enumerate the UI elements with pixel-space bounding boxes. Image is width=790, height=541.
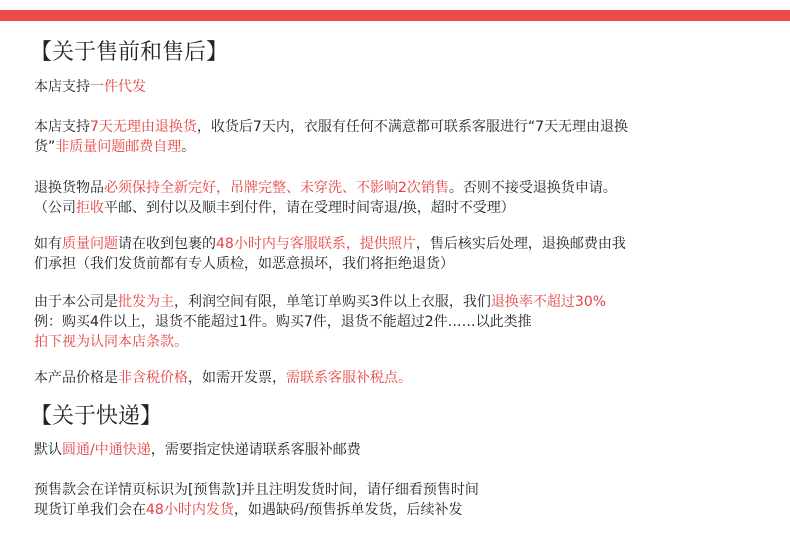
text-segment: 如有 bbox=[34, 236, 62, 252]
after-sales-heading: 【关于售前和售后】 bbox=[30, 40, 229, 65]
text-segment: 请在收到包裹的 bbox=[118, 236, 216, 252]
text-segment: 。否则不接受退换货申请。 bbox=[448, 180, 617, 196]
text-segment: （公司 bbox=[34, 200, 76, 216]
highlighted-text: 必须保持全新完好，吊牌完整、未穿洗、不影响2次销售 bbox=[104, 180, 449, 196]
shipping-line bbox=[34, 440, 361, 460]
shipping-heading: 【关于快递】 bbox=[30, 404, 163, 429]
text-segment: 现货订单我们会在 bbox=[34, 502, 146, 518]
after-sales-line bbox=[34, 332, 188, 352]
after-sales-line bbox=[34, 234, 626, 254]
text-segment: 平邮、到付以及顺丰到付件，请在受理时间寄退/换，超时不受理） bbox=[104, 200, 515, 216]
text-segment: 货” bbox=[34, 139, 56, 155]
text-segment: 预售款会在详情页标识为[预售款]并且注明发货时间，请仔细看预售时间 bbox=[34, 482, 479, 498]
after-sales-line bbox=[34, 178, 617, 198]
text-segment: 默认 bbox=[34, 442, 62, 458]
highlighted-text: 7天无理由退换货 bbox=[90, 119, 197, 135]
highlighted-text: 非质量问题邮费自理 bbox=[55, 139, 182, 155]
text-segment: 由于本公司是 bbox=[34, 294, 118, 310]
text-segment: 本店支持 bbox=[34, 79, 90, 95]
after-sales-line bbox=[34, 117, 628, 137]
highlighted-text: 48小时内与客服联系，提供照片 bbox=[216, 236, 416, 252]
highlighted-text: 非含税价格 bbox=[118, 370, 188, 386]
text-segment: ，如遇缺码/预售拆单发货，后续补发 bbox=[233, 502, 463, 518]
highlighted-text: 质量问题 bbox=[62, 236, 118, 252]
after-sales-line bbox=[34, 292, 606, 312]
highlighted-text: 需联系客服补税点。 bbox=[286, 370, 412, 386]
text-segment: 们承担（我们发货前都有专人质检，如恶意损坏，我们将拒绝退货） bbox=[34, 256, 454, 272]
text-segment: 本店支持 bbox=[34, 119, 90, 135]
text-segment: ，如需开发票， bbox=[188, 370, 286, 386]
after-sales-line bbox=[34, 368, 412, 388]
text-segment: 。 bbox=[181, 139, 196, 155]
text-segment: ，收货后7天内，衣服有任何不满意都可联系客服进行“7天无理由退换 bbox=[196, 119, 628, 135]
text-segment: ，利润空间有限，单笔订单购买3件以上衣服，我们 bbox=[174, 294, 491, 310]
highlighted-text: 48小时内发货 bbox=[146, 502, 234, 518]
shipping-line bbox=[34, 480, 479, 500]
after-sales-line bbox=[34, 254, 454, 274]
highlighted-text: 退换率不超过30% bbox=[490, 294, 607, 310]
after-sales-line bbox=[34, 312, 532, 332]
after-sales-line bbox=[34, 198, 515, 218]
highlighted-text: 一件代发 bbox=[90, 79, 146, 95]
highlighted-text: 拍下视为认同本店条款。 bbox=[34, 334, 188, 350]
top-accent-bar bbox=[0, 10, 790, 21]
highlighted-text: 批发为主 bbox=[118, 294, 174, 310]
text-segment: 例：购买4件以上，退货不能超过1件。购买7件，退货不能超过2件……以此类推 bbox=[34, 314, 532, 330]
shipping-line bbox=[34, 500, 463, 520]
highlighted-text: 圆通/中通快递 bbox=[62, 442, 151, 458]
text-segment: ，售后核实后处理，退换邮费由我 bbox=[415, 236, 626, 252]
after-sales-line bbox=[34, 137, 195, 157]
text-segment: 退换货物品 bbox=[34, 180, 104, 196]
after-sales-line bbox=[34, 77, 146, 97]
highlighted-text: 拒收 bbox=[76, 200, 104, 216]
text-segment: 本产品价格是 bbox=[34, 370, 118, 386]
text-segment: ，需要指定快递请联系客服补邮费 bbox=[150, 442, 361, 458]
